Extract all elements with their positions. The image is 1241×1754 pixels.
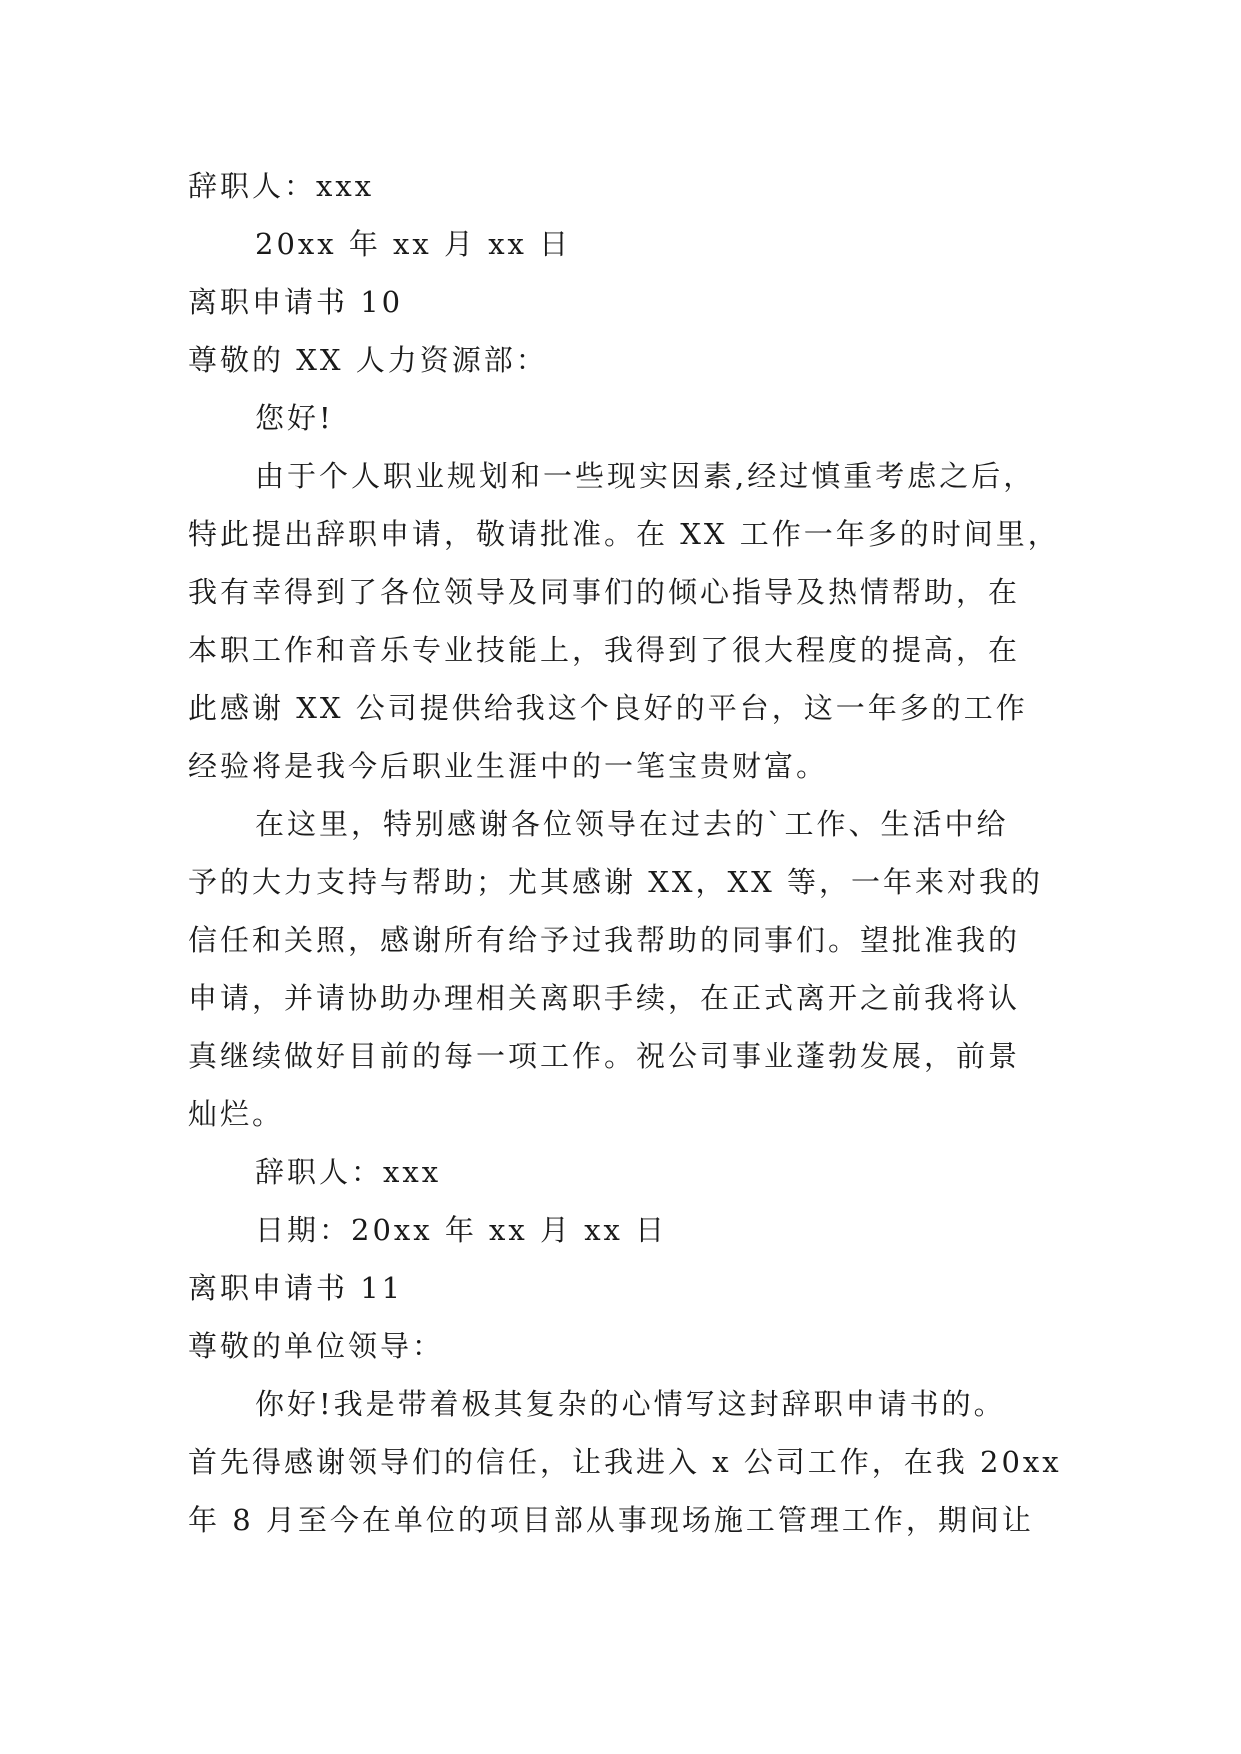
body-text-line: 年 8 月至今在单位的项目部从事现场施工管理工作，期间让 [188,1503,1034,1537]
date-line: 日期：20xx 年 xx 月 xx 日 [255,1213,668,1247]
signature-line: 辞职人：xxx [188,169,375,203]
date-line: 20xx 年 xx 月 xx 日 [255,227,572,261]
section-title: 离职申请书 10 [188,285,404,319]
body-text-line: 我有幸得到了各位领导及同事们的倾心指导及热情帮助，在 [188,575,1021,609]
body-text-line: 经验将是我今后职业生涯中的一笔宝贵财富。 [188,749,829,783]
salutation: 尊敬的单位领导： [188,1329,445,1363]
section-title: 离职申请书 11 [188,1271,404,1305]
body-text-line: 申请，并请协助办理相关离职手续，在正式离开之前我将认 [188,981,1021,1015]
salutation: 尊敬的 XX 人力资源部： [188,343,548,377]
body-text-line: 本职工作和音乐专业技能上，我得到了很大程度的提高，在 [188,633,1021,667]
body-text-line: 在这里，特别感谢各位领导在过去的`工作、生活中给 [255,807,1009,841]
body-text-line: 灿烂。 [188,1097,285,1131]
body-text-line: 此感谢 XX 公司提供给我这个良好的平台，这一年多的工作 [188,691,1028,725]
body-text-line: 真继续做好目前的每一项工作。祝公司事业蓬勃发展，前景 [188,1039,1021,1073]
body-text-line: 首先得感谢领导们的信任，让我进入 x 公司工作，在我 20xx [188,1445,1062,1479]
body-text-line: 予的大力支持与帮助；尤其感谢 XX，XX 等，一年来对我的 [188,865,1044,899]
signature-line: 辞职人：xxx [255,1155,442,1189]
body-text-line: 由于个人职业规划和一些现实因素,经过慎重考虑之后， [255,459,1036,493]
body-text-line: 你好!我是带着极其复杂的心情写这封辞职申请书的。 [255,1387,1006,1421]
body-text-line: 信任和关照，感谢所有给予过我帮助的同事们。望批准我的 [188,923,1021,957]
body-text-line: 特此提出辞职申请，敬请批准。在 XX 工作一年多的时间里， [188,517,1060,551]
greeting: 您好! [255,401,334,435]
